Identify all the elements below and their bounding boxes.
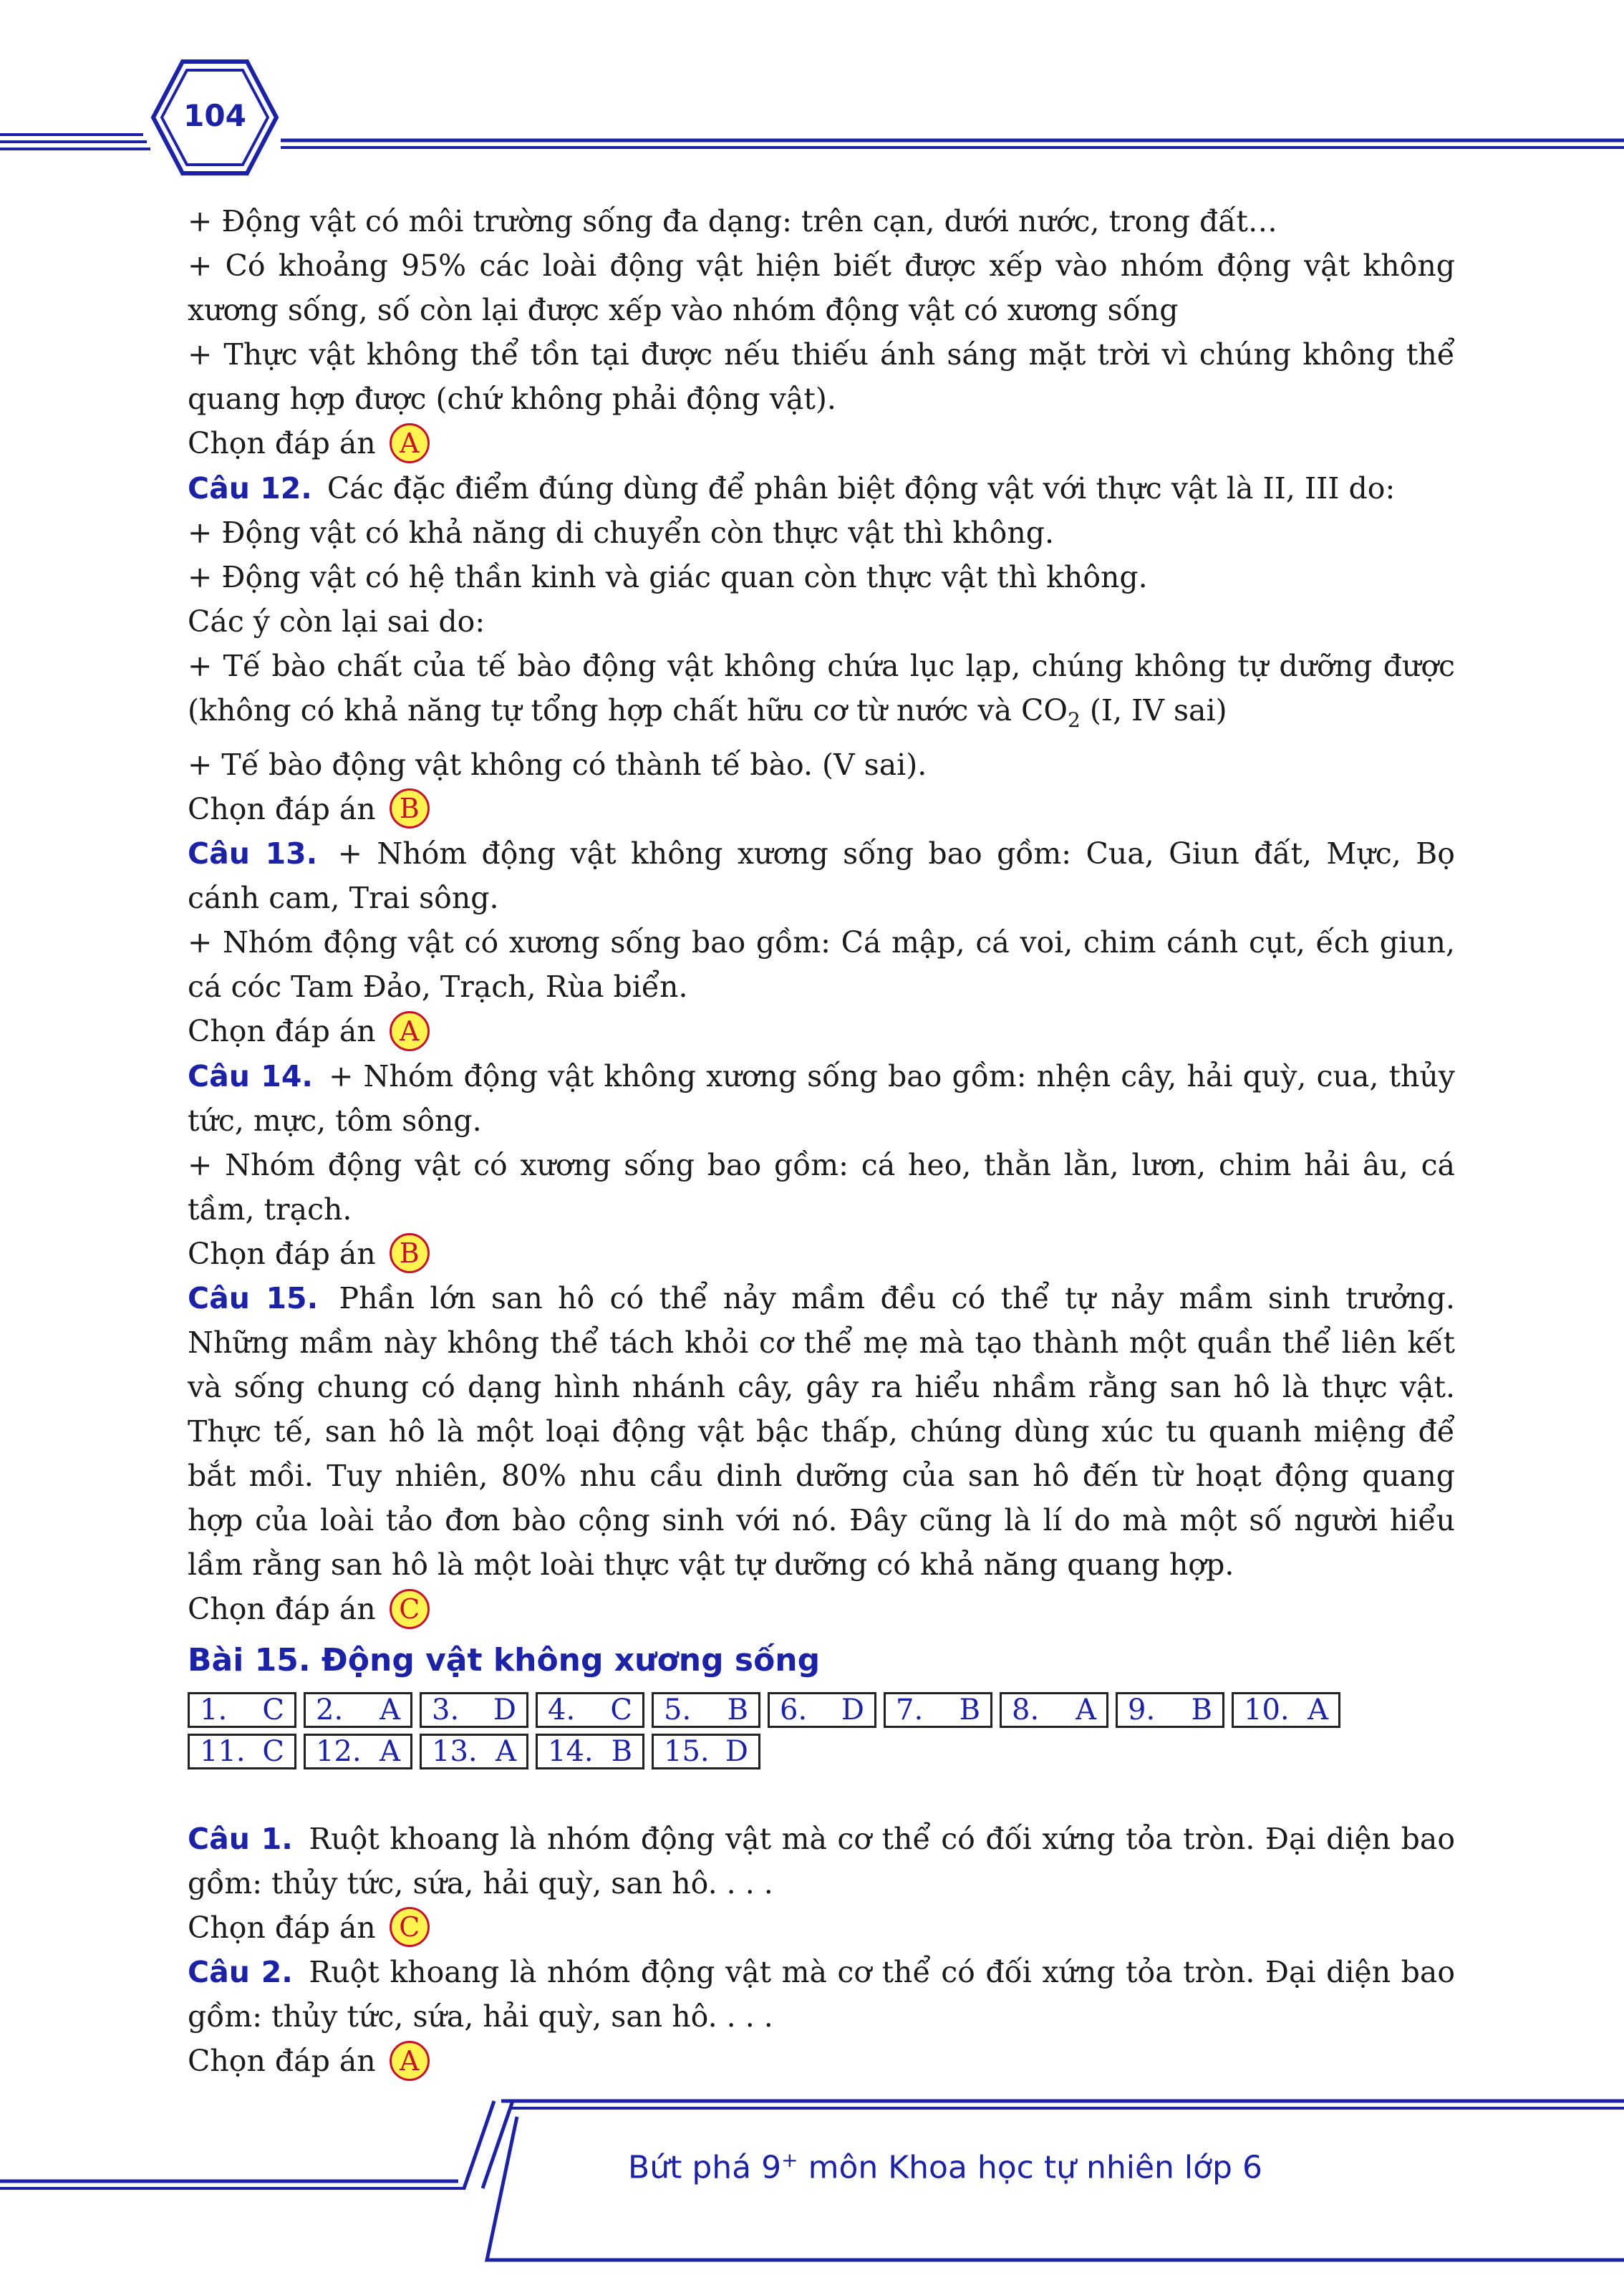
answer-badge: B	[390, 788, 430, 829]
question-label: Câu 13.	[188, 836, 318, 871]
cell-answer: A	[1076, 1693, 1096, 1726]
footer-decoration	[0, 2098, 1624, 2275]
question-text: Ruột khoang là nhóm động vật mà cơ thể có đối xứng tỏa tròn. Đại diện bao gồm: thủy tức, sứa, hải quỳ, san hô. . . .	[188, 1821, 1455, 1900]
cell-answer: C	[262, 1734, 284, 1768]
answer-line	[188, 2039, 1455, 2084]
question-2	[188, 1950, 1455, 2039]
cell-number: 2.	[316, 1693, 344, 1726]
answer-line	[188, 1232, 1455, 1277]
question-text: Các đặc điểm đúng dùng để phân biệt động vật với thực vật là II, III do:	[327, 470, 1396, 506]
cell-number: 8.	[1012, 1693, 1040, 1726]
answer-cell	[652, 1734, 760, 1769]
text-line: Các ý còn lại sai do:	[188, 604, 485, 639]
cell-number: 12.	[316, 1734, 362, 1768]
text-line: + Thực vật không thể tồn tại được nếu thiếu ánh sáng mặt trời vì chúng không thể quang hợp được (chứ không phải động vật).	[188, 337, 1455, 416]
question-14	[188, 1054, 1455, 1143]
cell-answer: C	[262, 1693, 284, 1726]
answer-grid-row	[188, 1734, 1455, 1769]
cell-answer: A	[1308, 1693, 1328, 1726]
cell-answer: B	[1191, 1693, 1212, 1726]
answer-cell	[304, 1692, 412, 1728]
question-label: Câu 12.	[188, 470, 312, 506]
cell-number: 14.	[548, 1734, 594, 1768]
text-line: + Tế bào động vật không có thành tế bào. (V sai).	[188, 747, 927, 782]
answer-badge: A	[390, 2041, 430, 2081]
answer-line	[188, 1009, 1455, 1054]
answer-prefix: Chọn đáp án	[188, 791, 376, 826]
cell-answer: B	[727, 1693, 748, 1726]
cell-answer: A	[496, 1734, 516, 1768]
text-span: (I, IV sai)	[1080, 692, 1227, 728]
cell-answer: A	[380, 1734, 400, 1768]
text-span: + Tế bào chất của tế bào động vật không chứa lục lạp, chúng không tự dưỡng được (không có khả năng tự tổng hợp chất hữu cơ từ nước và CO	[188, 648, 1455, 728]
footer-book-title	[573, 2135, 1318, 2185]
cell-number: 6.	[780, 1693, 808, 1726]
answer-badge: C	[390, 1907, 430, 1947]
answer-cell	[536, 1734, 644, 1769]
answer-cell	[884, 1692, 992, 1728]
cell-number: 5.	[664, 1693, 692, 1726]
answer-prefix: Chọn đáp án	[188, 426, 376, 460]
text-line: + Nhóm động vật có xương sống bao gồm: cá heo, thằn lằn, lươn, chim hải âu, cá tầm, trạch.	[188, 1147, 1455, 1227]
question-label: Câu 15.	[188, 1281, 319, 1316]
question-label: Câu 14.	[188, 1058, 313, 1093]
section-title: Bài 15. Động vật không xương sống	[188, 1641, 821, 1679]
question-1	[188, 1817, 1455, 1906]
cell-answer: A	[380, 1693, 400, 1726]
answer-grid	[188, 1692, 1455, 1769]
answer-cell	[420, 1692, 528, 1728]
answer-cell	[1232, 1692, 1340, 1728]
answer-cell	[652, 1692, 760, 1728]
answer-cell	[536, 1692, 644, 1728]
page-content	[188, 199, 1455, 2084]
cell-number: 15.	[664, 1734, 710, 1768]
text-line: + Động vật có môi trường sống đa dạng: trên cạn, dưới nước, trong đất…	[188, 204, 1277, 238]
answer-line	[188, 1587, 1455, 1632]
cell-answer: C	[610, 1693, 632, 1726]
answer-cell	[188, 1734, 296, 1769]
question-text: Phần lớn san hô có thể nảy mầm đều có thể tự nảy mầm sinh trưởng. Những mầm này không thể tách khỏi cơ thể mẹ mà tạo thành một quần thể liên kết và sống chung có dạng hình nhánh cây, gây ra hiểu nhầm rằng san hô là thực vật. Thực tế, san hô là một loại động vật bậc thấp, chúng dùng xúc tu quanh miệng để bắt mồi. Tuy nhiên, 80% nhu cầu dinh dưỡng của san hô đến từ hoạt động quang hợp của loài tảo đơn bào cộng sinh với nó. Đây cũng là lí do mà một số người hiểu lầm rằng san hô là một loài thực vật tự dưỡng có khả năng quang hợp.	[188, 1281, 1455, 1583]
answer-badge: B	[390, 1233, 430, 1273]
page-number: 104	[183, 98, 246, 133]
answer-cell	[1116, 1692, 1224, 1728]
cell-answer: B	[611, 1734, 632, 1768]
answer-prefix: Chọn đáp án	[188, 1592, 376, 1627]
answer-badge: A	[390, 1011, 430, 1051]
footer-text: môn Khoa học tự nhiên lớp 6	[798, 2149, 1262, 2186]
text-line: + Động vật có khả năng di chuyển còn thực vật thì không.	[188, 515, 1055, 550]
cell-answer: D	[725, 1734, 748, 1768]
cell-number: 7.	[896, 1693, 924, 1726]
question-13	[188, 831, 1455, 920]
answer-line	[188, 421, 1455, 466]
cell-number: 3.	[432, 1693, 460, 1726]
cell-number: 13.	[432, 1734, 478, 1768]
answer-cell	[188, 1692, 296, 1728]
question-15	[188, 1276, 1455, 1587]
footer-text: Bứt phá 9	[628, 2149, 782, 2186]
answer-cell	[1000, 1692, 1108, 1728]
answer-prefix: Chọn đáp án	[188, 1910, 376, 1945]
answer-prefix: Chọn đáp án	[188, 1014, 376, 1049]
answer-cell	[420, 1734, 528, 1769]
answer-prefix: Chọn đáp án	[188, 2044, 376, 2079]
answer-prefix: Chọn đáp án	[188, 1236, 376, 1271]
cell-answer: D	[493, 1693, 516, 1726]
footer-superscript: +	[781, 2148, 798, 2172]
cell-number: 11.	[200, 1734, 246, 1768]
cell-number: 9.	[1128, 1693, 1156, 1726]
text-line: + Có khoảng 95% các loài động vật hiện biết được xếp vào nhóm động vật không xương sống, số còn lại được xếp vào nhóm động vật có xương sống	[188, 248, 1455, 327]
question-text: + Nhóm động vật không xương sống bao gồm: Cua, Giun đất, Mực, Bọ cánh cam, Trai sông.	[188, 836, 1455, 916]
question-label: Câu 2.	[188, 1955, 293, 1990]
subscript: 2	[1068, 707, 1081, 732]
answer-line	[188, 787, 1455, 832]
cell-answer: D	[841, 1693, 864, 1726]
cell-number: 4.	[548, 1693, 576, 1726]
text-line	[188, 644, 1455, 743]
cell-answer: B	[959, 1693, 980, 1726]
question-label: Câu 1.	[188, 1821, 293, 1856]
answer-line	[188, 1906, 1455, 1951]
cell-number: 10.	[1244, 1693, 1290, 1726]
answer-badge: A	[390, 423, 430, 463]
question-text: + Nhóm động vật không xương sống bao gồm: nhện cây, hải quỳ, cua, thủy tức, mực, tôm sông.	[188, 1058, 1455, 1138]
cell-number: 1.	[200, 1693, 228, 1726]
text-line: + Động vật có hệ thần kinh và giác quan còn thực vật thì không.	[188, 559, 1148, 594]
answer-badge: C	[390, 1589, 430, 1629]
question-12	[188, 466, 1455, 511]
answer-grid-row	[188, 1692, 1455, 1728]
answer-cell	[768, 1692, 876, 1728]
text-line: + Nhóm động vật có xương sống bao gồm: Cá mập, cá voi, chim cánh cụt, ếch giun, cá cóc Tam Đảo, Trạch, Rùa biển.	[188, 925, 1455, 1005]
question-text: Ruột khoang là nhóm động vật mà cơ thể có đối xứng tỏa tròn. Đại diện bao gồm: thủy tức, sứa, hải quỳ, san hô. . . .	[188, 1955, 1455, 2034]
answer-cell	[304, 1734, 412, 1769]
